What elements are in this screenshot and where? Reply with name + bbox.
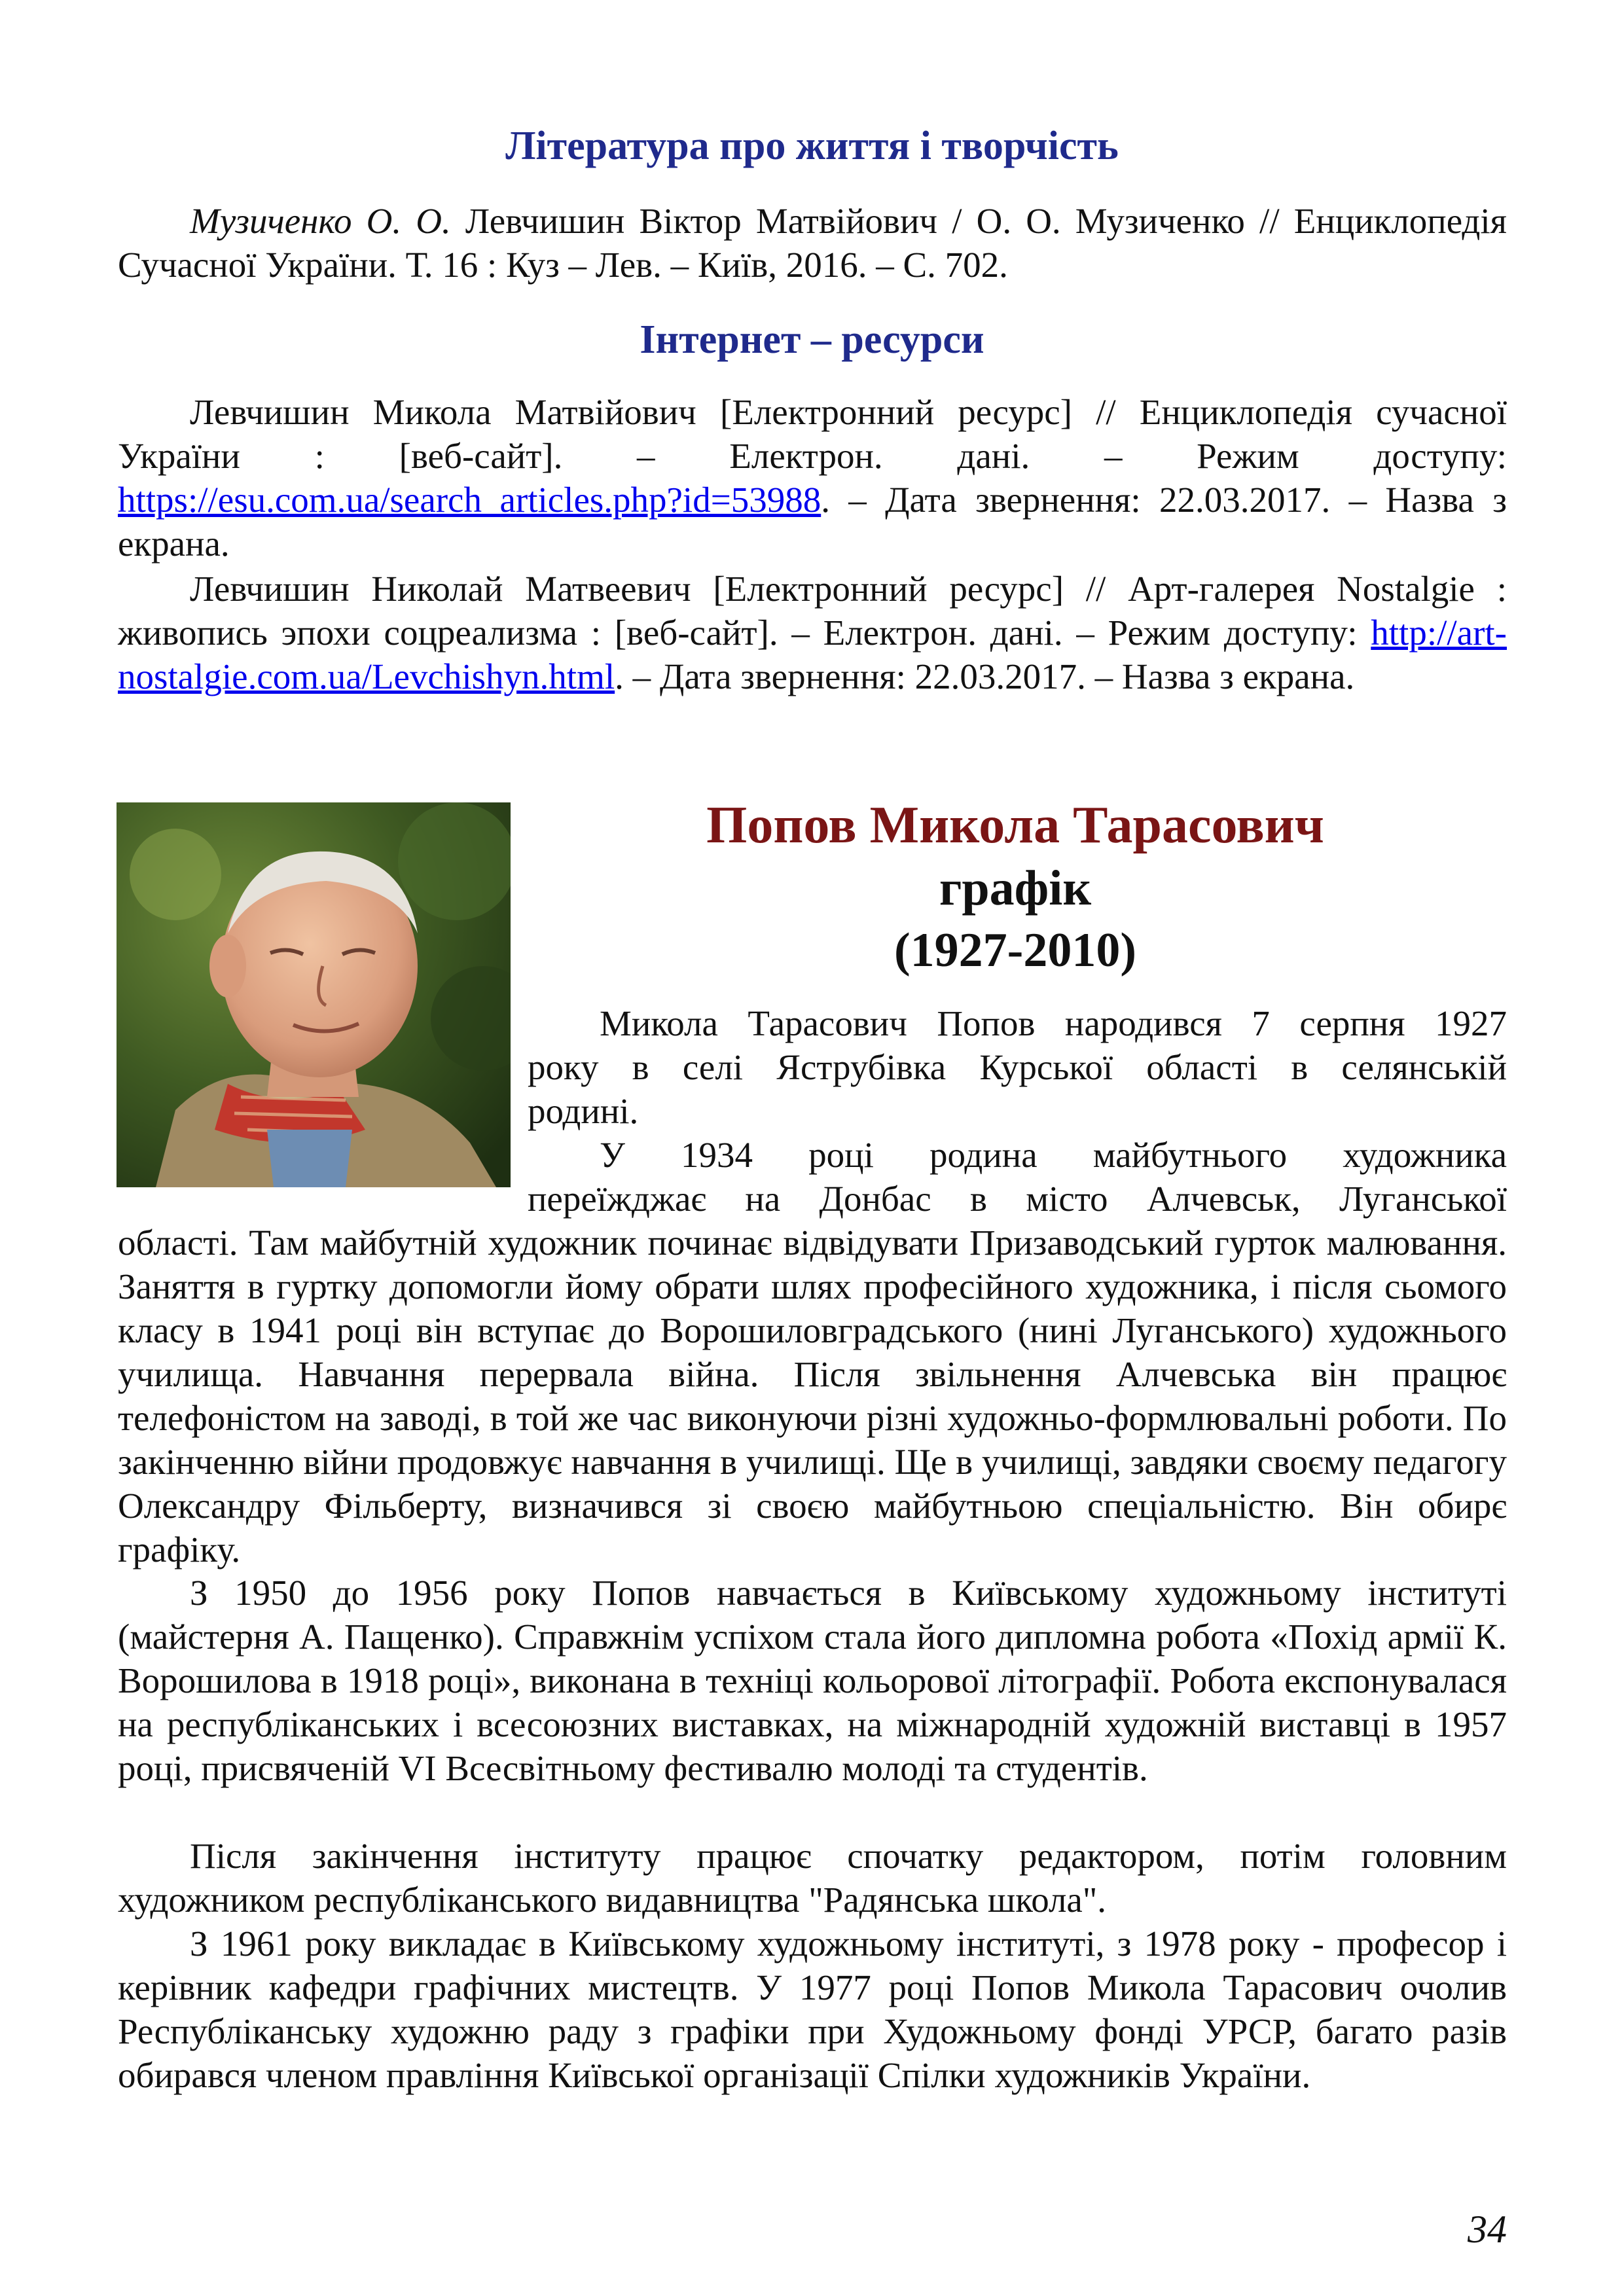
internet-entry-2-text: Левчишин Николай Матвеевич [Електронний ресурс] // Арт-галерея Nostalgie : живопись эпохи соцреализма : [веб-сайт]. – Електрон. дані. – Режим доступу: <box>118 569 1507 653</box>
bio-line-3: родині. <box>528 1091 639 1131</box>
bio-paragraph-2: З 1950 до 1956 року Попов навчається в Київському художньому інституті (майстерня А. Пащенко). Справжнім успіхом стала його дипломна робота «Похід армії К. Ворошилова в 1918 році», виконана в техніці кольорової літографії. Робота експонувалася на республіканських і всесоюзних виставках, на міжнародній художній виставці в 1957 році, присвяченій VI Всесвітньому фестивалю молоді та студентів. <box>118 1573 1507 1788</box>
internet-entry-2 <box>118 567 1507 698</box>
literature-entry-author: Музиченко О. О. <box>190 201 451 241</box>
internet-entry-1 <box>118 390 1507 565</box>
literature-heading: Література про життя і творчість <box>505 124 1119 168</box>
art-nostalgie-link[interactable]: http://art-nostalgie.com.ua/Levchishyn.html <box>118 613 1507 696</box>
bio-line-2: року в селі Яструбівка Курської області в селянській <box>528 1047 1507 1087</box>
internet-entry-2-tail: . – Дата звернення: 22.03.2017. – Назва з екрана. <box>615 656 1355 696</box>
bio-profession: графік <box>939 861 1092 916</box>
internet-entry-1-text: Левчишин Микола Матвійович [Електронний ресурс] // Енциклопедія сучасної України : [веб-сайт]. – Електрон. дані. – Режим доступу: <box>118 392 1507 476</box>
bio-paragraph-3: Після закінчення інституту працює спочатку редактором, потім головним художником республіканського видавництва "Радянська школа". <box>118 1836 1507 1920</box>
esu-link[interactable]: https://esu.com.ua/search_articles.php?id=53988 <box>118 480 821 520</box>
bio-years: (1927-2010) <box>894 924 1136 977</box>
bio-line-5: переїжджає на Донбас в місто Алчевськ, Луганської <box>528 1179 1507 1219</box>
bio-line-1: Микола Тарасович Попов народився 7 серпня 1927 <box>600 1003 1507 1043</box>
portrait-photo <box>117 802 511 1187</box>
bio-paragraph-4: З 1961 року викладає в Київському художньому інституті, з 1978 року - професор і керівник кафедри графічних мистецтв. У 1977 році Попов Микола Тарасович очолив Республіканську художню раду з графіки при Художньому фонді УРСР, багато разів обирався членом правління Київської організації Спілки художників України. <box>118 1924 1507 2095</box>
literature-entry <box>118 199 1507 287</box>
internet-heading: Інтернет – ресурси <box>640 317 984 362</box>
bio-line-4: У 1934 році родина майбутнього художника <box>600 1135 1507 1175</box>
bio-name: Попов Микола Тарасович <box>706 797 1324 854</box>
bio-paragraph-1: області. Там майбутній художник починає відвідувати Призаводський гурток малювання. Заняття в гуртку допомогли йому обрати шлях професійного художника, і після сьомого класу в 1941 році він вступає до Ворошиловградського (нині Луганського) художнього училища. Навчання перервала війна. Після звільнення Алчевська він працює телефоністом на заводі, в той же час виконуючи різні художньо-формлювальні роботи. По закінченню війни продовжує навчання в училищі. Ще в училищі, завдяки своєму педагогу Олександру Фільберту, визначився зі своєю майбутньою спеціальністю. Він обирє графіку. <box>118 1223 1507 1570</box>
page-number: 34 <box>1468 2208 1507 2251</box>
internet-entry-1-tail: . – Дата звернення: 22.03.2017. – Назва з екрана. <box>118 480 1507 564</box>
literature-entry-text: Левчишин Віктор Матвійович / О. О. Музиченко // Енциклопедія Сучасної України. Т. 16 : Куз – Лев. – Київ, 2016. – С. 702. <box>118 201 1507 285</box>
